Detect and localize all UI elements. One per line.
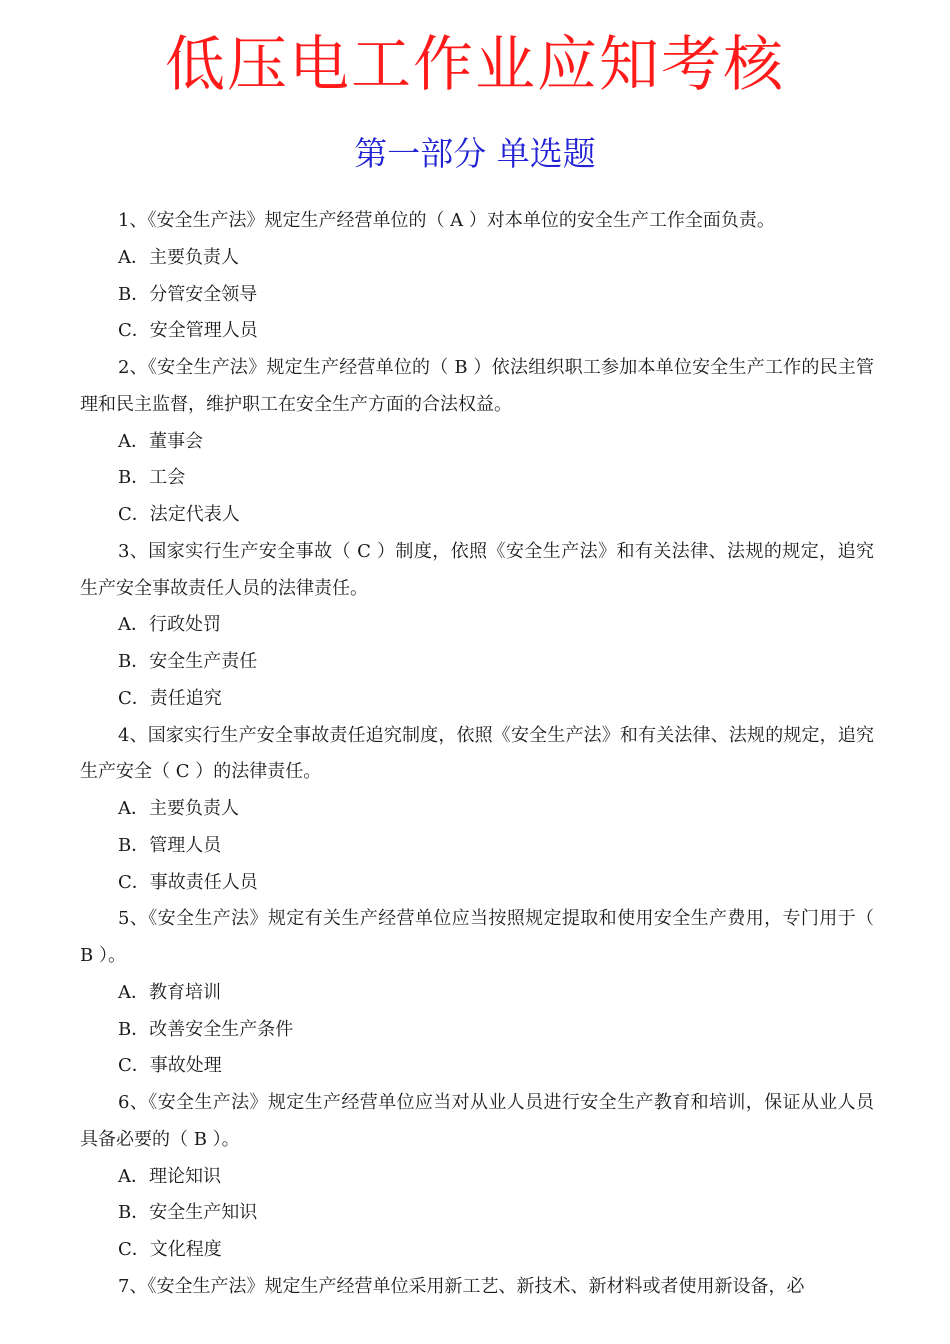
- question-stem: 5、《安全生产法》规定有关生产经营单位应当按照规定提取和使用安全生产费用，专门用于（ B ）。: [80, 908, 874, 966]
- question-2: [80, 350, 874, 534]
- question-stem: 4、国家实行生产安全事故责任追究制度，依照《安全生产法》和有关法律、法规的规定，追究生产安全（ C ）的法律责任。: [80, 724, 874, 783]
- option-b: B．安全生产责任: [118, 651, 258, 672]
- option-a: A．董事会: [118, 430, 203, 452]
- question-1: [80, 203, 874, 350]
- option-b: B．管理人员: [118, 834, 222, 856]
- question-3: [80, 534, 874, 718]
- question-5: [80, 901, 874, 1085]
- option-c: C．安全管理人员: [118, 320, 258, 342]
- question-4: [80, 718, 874, 902]
- question-7: [80, 1269, 874, 1306]
- option-c: C．文化程度: [118, 1239, 222, 1260]
- option-b: B．改善安全生产条件: [118, 1018, 294, 1040]
- option-c: C．事故处理: [118, 1055, 222, 1077]
- option-a: A．理论知识: [118, 1165, 221, 1187]
- question-stem: 6、《安全生产法》规定生产经营单位应当对从业人员进行安全生产教育和培训，保证从业人员具备必要的（ B ）。: [80, 1092, 874, 1150]
- option-a: A．主要负责人: [118, 798, 239, 819]
- option-b: B．安全生产知识: [118, 1202, 258, 1224]
- option-b: B．工会: [118, 467, 186, 489]
- option-a: A．行政处罚: [118, 614, 221, 636]
- section-title: 第一部分 单选题: [354, 134, 596, 173]
- question-stem: 2、《安全生产法》规定生产经营单位的（ B ）依法组织职工参加本单位安全生产工作的民主管理和民主监督，维护职工在安全生产方面的合法权益。: [80, 357, 874, 415]
- question-stem: 1、《安全生产法》规定生产经营单位的（ A ）对本单位的安全生产工作全面负责。: [118, 210, 775, 231]
- option-c: C．法定代表人: [118, 504, 240, 525]
- question-6: [80, 1085, 874, 1269]
- question-stem: 3、国家实行生产安全事故（ C ）制度，依照《安全生产法》和有关法律、法规的规定，追究生产安全事故责任人员的法律责任。: [80, 540, 874, 599]
- option-c: C．责任追究: [118, 687, 222, 709]
- option-a: A．教育培训: [118, 981, 221, 1003]
- document-title: 低压电工作业应知考核: [165, 30, 785, 100]
- option-c: C．事故责任人员: [118, 871, 258, 893]
- option-a: A．主要负责人: [118, 246, 239, 268]
- option-b: B．分管安全领导: [118, 283, 258, 305]
- question-list: [80, 203, 874, 1306]
- question-stem: 7、《安全生产法》规定生产经营单位采用新工艺、新技术、新材料或者使用新设备，必: [118, 1275, 805, 1297]
